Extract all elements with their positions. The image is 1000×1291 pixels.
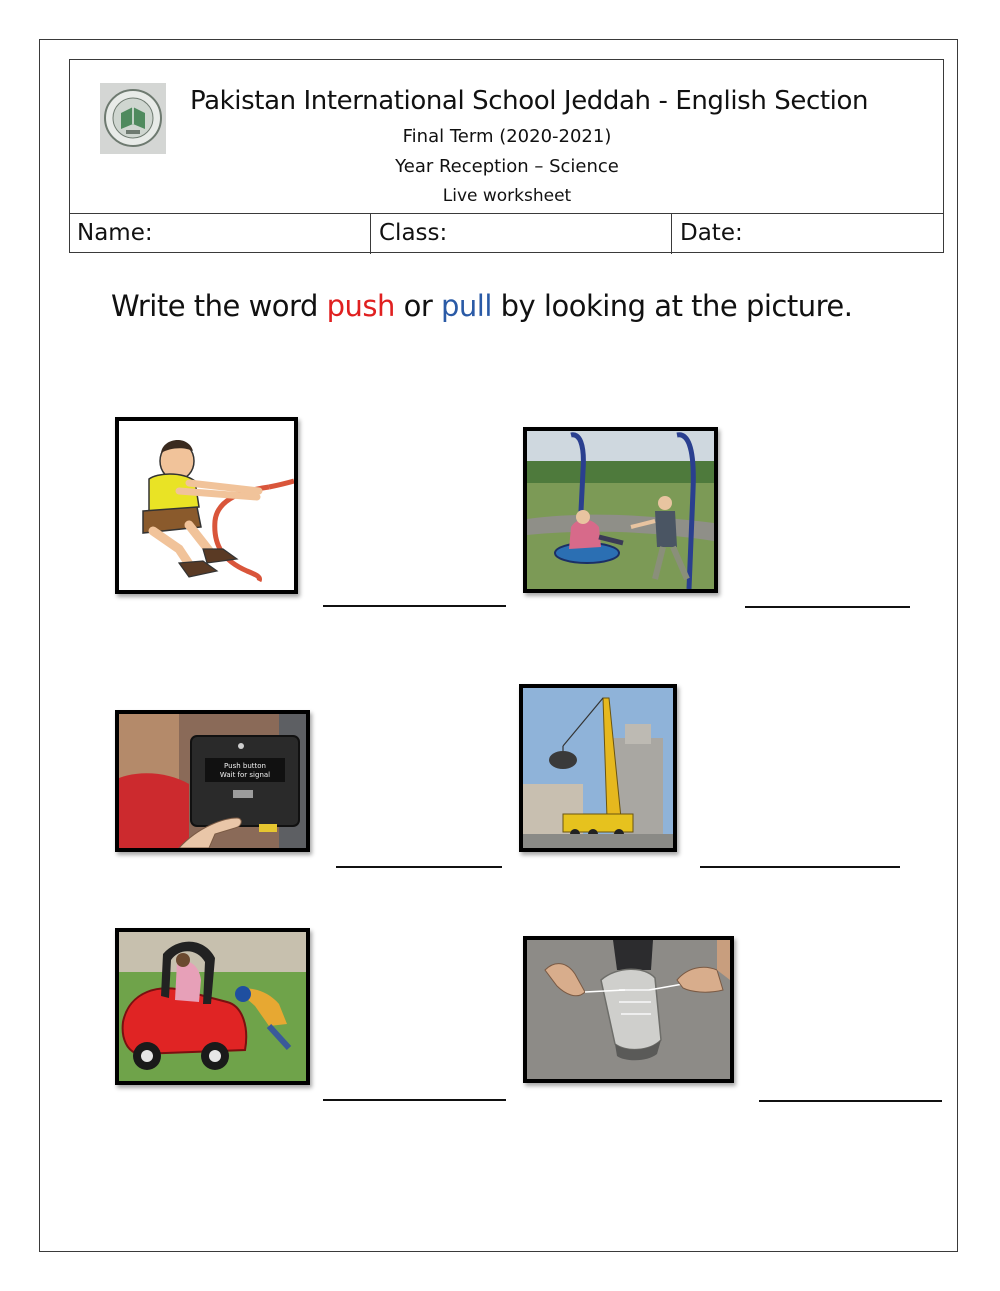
picture-pushing-toy-car bbox=[115, 928, 310, 1085]
instruction-text bbox=[111, 289, 852, 323]
name-field[interactable]: Name: bbox=[69, 214, 371, 254]
answer-blank-1[interactable] bbox=[323, 605, 506, 607]
answer-blank-2[interactable] bbox=[745, 606, 910, 608]
student-info-row bbox=[69, 213, 944, 253]
picture-tying-shoelaces bbox=[523, 936, 734, 1083]
sign-text-line1: Push button bbox=[224, 762, 266, 770]
year-subject: Year Reception – Science bbox=[395, 156, 619, 177]
date-field[interactable]: Date: bbox=[680, 220, 743, 246]
pull-word: pull bbox=[440, 289, 492, 323]
school-name: Pakistan International School Jeddah - English Section bbox=[190, 86, 869, 116]
picture-pushing-swing bbox=[523, 427, 718, 593]
instruction-middle: or bbox=[394, 289, 441, 323]
sign-text-line2: Wait for signal bbox=[219, 771, 271, 779]
picture-boy-pulling-rope bbox=[115, 417, 298, 594]
picture-push-button-sign bbox=[115, 710, 310, 852]
picture-crane-lifting bbox=[519, 684, 677, 852]
answer-blank-4[interactable] bbox=[700, 866, 900, 868]
answer-blank-3[interactable] bbox=[336, 866, 502, 868]
answer-blank-6[interactable] bbox=[759, 1100, 942, 1102]
push-word: push bbox=[326, 289, 395, 323]
instruction-before: Write the word bbox=[111, 289, 327, 323]
instruction-after: by looking at the picture. bbox=[491, 289, 853, 323]
answer-blank-5[interactable] bbox=[323, 1099, 506, 1101]
exam-term: Final Term (2020-2021) bbox=[402, 126, 612, 147]
class-field[interactable]: Class: bbox=[371, 214, 672, 254]
worksheet-type: Live worksheet bbox=[442, 186, 572, 206]
